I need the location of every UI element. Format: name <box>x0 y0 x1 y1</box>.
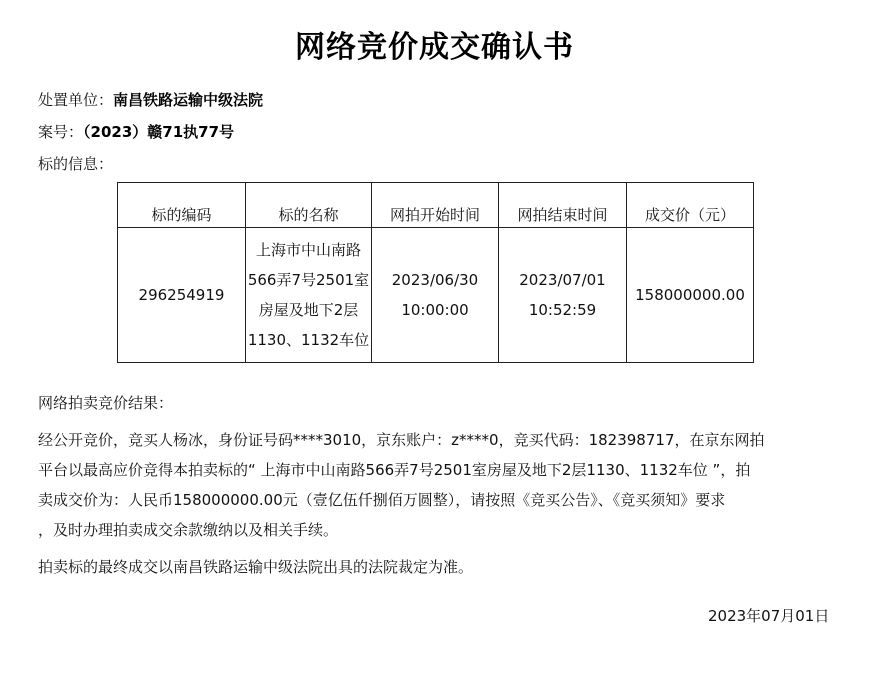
case-number-label: 案号： <box>38 123 84 141</box>
header-end-time: 网拍结束时间 <box>499 183 627 228</box>
header-price: 成交价（元） <box>627 183 754 228</box>
result-line: 经公开竞价，竞买人杨冰，身份证号码****3010，京东账户：z****0，竞买代码：182398717，在京东网拍 <box>38 431 765 449</box>
document-title: 网络竞价成交确认书 <box>295 30 574 65</box>
lot-name-line: 上海市中山南路 <box>255 241 361 259</box>
final-note: 拍卖标的最终成交以南昌铁路运输中级法院出具的法院裁定为准。 <box>38 558 474 576</box>
header-start-time: 网拍开始时间 <box>372 183 499 228</box>
end-date: 2023/07/01 <box>519 271 606 289</box>
lot-name-line: 566弄7号2501室 <box>247 271 370 289</box>
document-date: 2023年07月01日 <box>708 607 830 625</box>
header-lot-code: 标的编码 <box>118 183 246 228</box>
start-time: 10:00:00 <box>401 301 469 319</box>
cell-lot-name <box>246 228 372 363</box>
lot-name-line: 房屋及地下2层 <box>258 301 359 319</box>
disposal-unit-label: 处置单位： <box>38 91 114 109</box>
lot-table <box>117 182 754 363</box>
case-number <box>38 121 234 142</box>
end-time: 10:52:59 <box>528 301 597 319</box>
cell-start-time <box>372 228 499 363</box>
result-line: ，及时办理拍卖成交余款缴纳以及相关手续。 <box>38 521 339 539</box>
table-row <box>118 228 754 363</box>
result-line: 卖成交价为：人民币158000000.00元（壹亿伍仟捌佰万圆整），请按照《竞买公告》、《竞买须知》要求 <box>38 491 726 509</box>
result-section-label: 网络拍卖竞价结果： <box>38 394 174 412</box>
cell-end-time <box>499 228 627 363</box>
disposal-unit-value: 南昌铁路运输中级法院 <box>113 91 264 109</box>
result-paragraph <box>38 425 838 545</box>
cell-price: 158000000.00 <box>627 228 754 363</box>
disposal-unit <box>38 89 263 110</box>
table-header-row <box>118 183 754 228</box>
header-lot-name: 标的名称 <box>246 183 372 228</box>
result-line: 平台以最高应价竞得本拍卖标的“ 上海市中山南路566弄7号2501室房屋及地下2层1130、1132车位 ”，拍 <box>38 461 751 479</box>
case-number-value: （2023）赣71执77号 <box>83 123 235 141</box>
start-date: 2023/06/30 <box>391 271 479 289</box>
lot-info-label: 标的信息： <box>38 155 114 173</box>
cell-lot-code: 296254919 <box>118 228 246 363</box>
lot-name-line: 1130、1132车位 <box>247 331 370 349</box>
